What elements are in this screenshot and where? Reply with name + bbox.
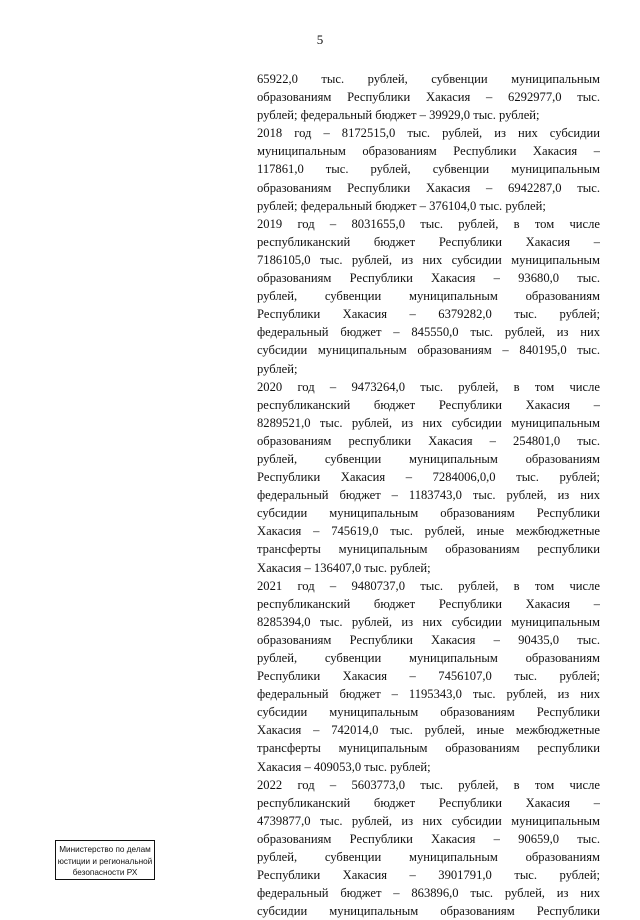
text-line: Хакасия – 742014,0 тыс. рублей, иные межбюджетные [257,723,600,738]
text-line: образованиям Республики Хакасия – 93680,0 тыс. [257,271,600,286]
text-line: республиканский бюджет Республики Хакасия – [257,795,600,810]
registration-stamp [55,840,155,880]
stamp-line: Министерство по делам [59,845,151,854]
stamp-line: безопасности РХ [72,868,138,877]
text-line: федеральный бюджет – 1195343,0 тыс. рублей, из них [257,687,600,702]
text-line: образованиям Республики Хакасия – 90435,0 тыс. [257,632,600,647]
text-line: субсидии муниципальным образованиям Республики [257,904,600,919]
text-line: Хакасия – 745619,0 тыс. рублей, иные межбюджетные [257,524,600,539]
text-line: рублей; федеральный бюджет – 376104,0 тыс. рублей; [257,198,546,213]
text-line: рублей; федеральный бюджет – 39929,0 тыс. рублей; [257,108,540,123]
text-line: Республики Хакасия – 7284006,0,0 тыс. рублей; [257,470,600,485]
text-line: субсидии муниципальным образованиям – 840195,0 тыс. [257,343,600,358]
text-line: 2022 год – 5603773,0 тыс. рублей, в том числе [257,777,600,792]
text-line: рублей, субвенции муниципальным образованиям [257,850,600,865]
text-line: образованиям республики Хакасия – 254801,0 тыс. [257,433,600,448]
text-line: рублей, субвенции муниципальным образованиям [257,451,600,466]
text-line: субсидии муниципальным образованиям Республики [257,705,600,720]
text-line: образованиям Республики Хакасия – 90659,0 тыс. [257,831,600,846]
text-line: трансферты муниципальным образованиям республики [257,542,600,557]
text-line: 2018 год – 8172515,0 тыс. рублей, из них субсидии [257,126,600,141]
text-line: Хакасия – 136407,0 тыс. рублей; [257,560,431,575]
text-line: Республики Хакасия – 7456107,0 тыс. рублей; [257,669,600,684]
text-line: субсидии муниципальным образованиям Республики [257,506,600,521]
text-line: трансферты муниципальным образованиям республики [257,741,600,756]
text-line: образованиям Республики Хакасия – 6292977,0 тыс. [257,90,600,105]
text-line: рублей; [257,361,298,376]
text-line: 8285394,0 тыс. рублей, из них субсидии муниципальным [257,614,600,629]
document-body [257,70,600,920]
text-line: федеральный бюджет – 845550,0 тыс. рублей, из них [257,325,600,340]
text-line: 8289521,0 тыс. рублей, из них субсидии муниципальным [257,415,600,430]
page-number: 5 [316,32,324,47]
text-line: муниципальным образованиям Республики Хакасия – [257,144,600,159]
stamp-line: юстиции и региональной [57,856,153,866]
text-line: 65922,0 тыс. рублей, субвенции муниципальным [257,72,600,86]
text-line: рублей, субвенции муниципальным образованиям [257,651,600,665]
text-line: 2019 год – 8031655,0 тыс. рублей, в том числе [257,216,600,231]
text-line: республиканский бюджет Республики Хакасия – [257,234,600,249]
text-line: федеральный бюджет – 1183743,0 тыс. рублей, из них [257,488,600,503]
text-line: федеральный бюджет – 863896,0 тыс. рублей, из них [257,886,600,901]
text-line: Республики Хакасия – 3901791,0 тыс. рублей; [257,868,600,883]
text-line: 7186105,0 тыс. рублей, из них субсидии муниципальным [257,252,600,267]
text-line: 2020 год – 9473264,0 тыс. рублей, в том числе [257,379,600,394]
text-line: 4739877,0 тыс. рублей, из них субсидии муниципальным [257,813,600,828]
text-line: рублей, субвенции муниципальным образованиям [257,289,600,304]
text-line: Республики Хакасия – 6379282,0 тыс. рублей; [257,307,600,322]
text-line: образованиям Республики Хакасия – 6942287,0 тыс. [257,180,600,195]
text-line: республиканский бюджет Республики Хакасия – [257,397,600,412]
text-line: республиканский бюджет Республики Хакасия – [257,596,600,611]
text-line: 117861,0 тыс. рублей, субвенции муниципальным [257,162,600,177]
text-line: Хакасия – 409053,0 тыс. рублей; [257,759,431,774]
text-line: 2021 год – 9480737,0 тыс. рублей, в том числе [257,578,600,593]
